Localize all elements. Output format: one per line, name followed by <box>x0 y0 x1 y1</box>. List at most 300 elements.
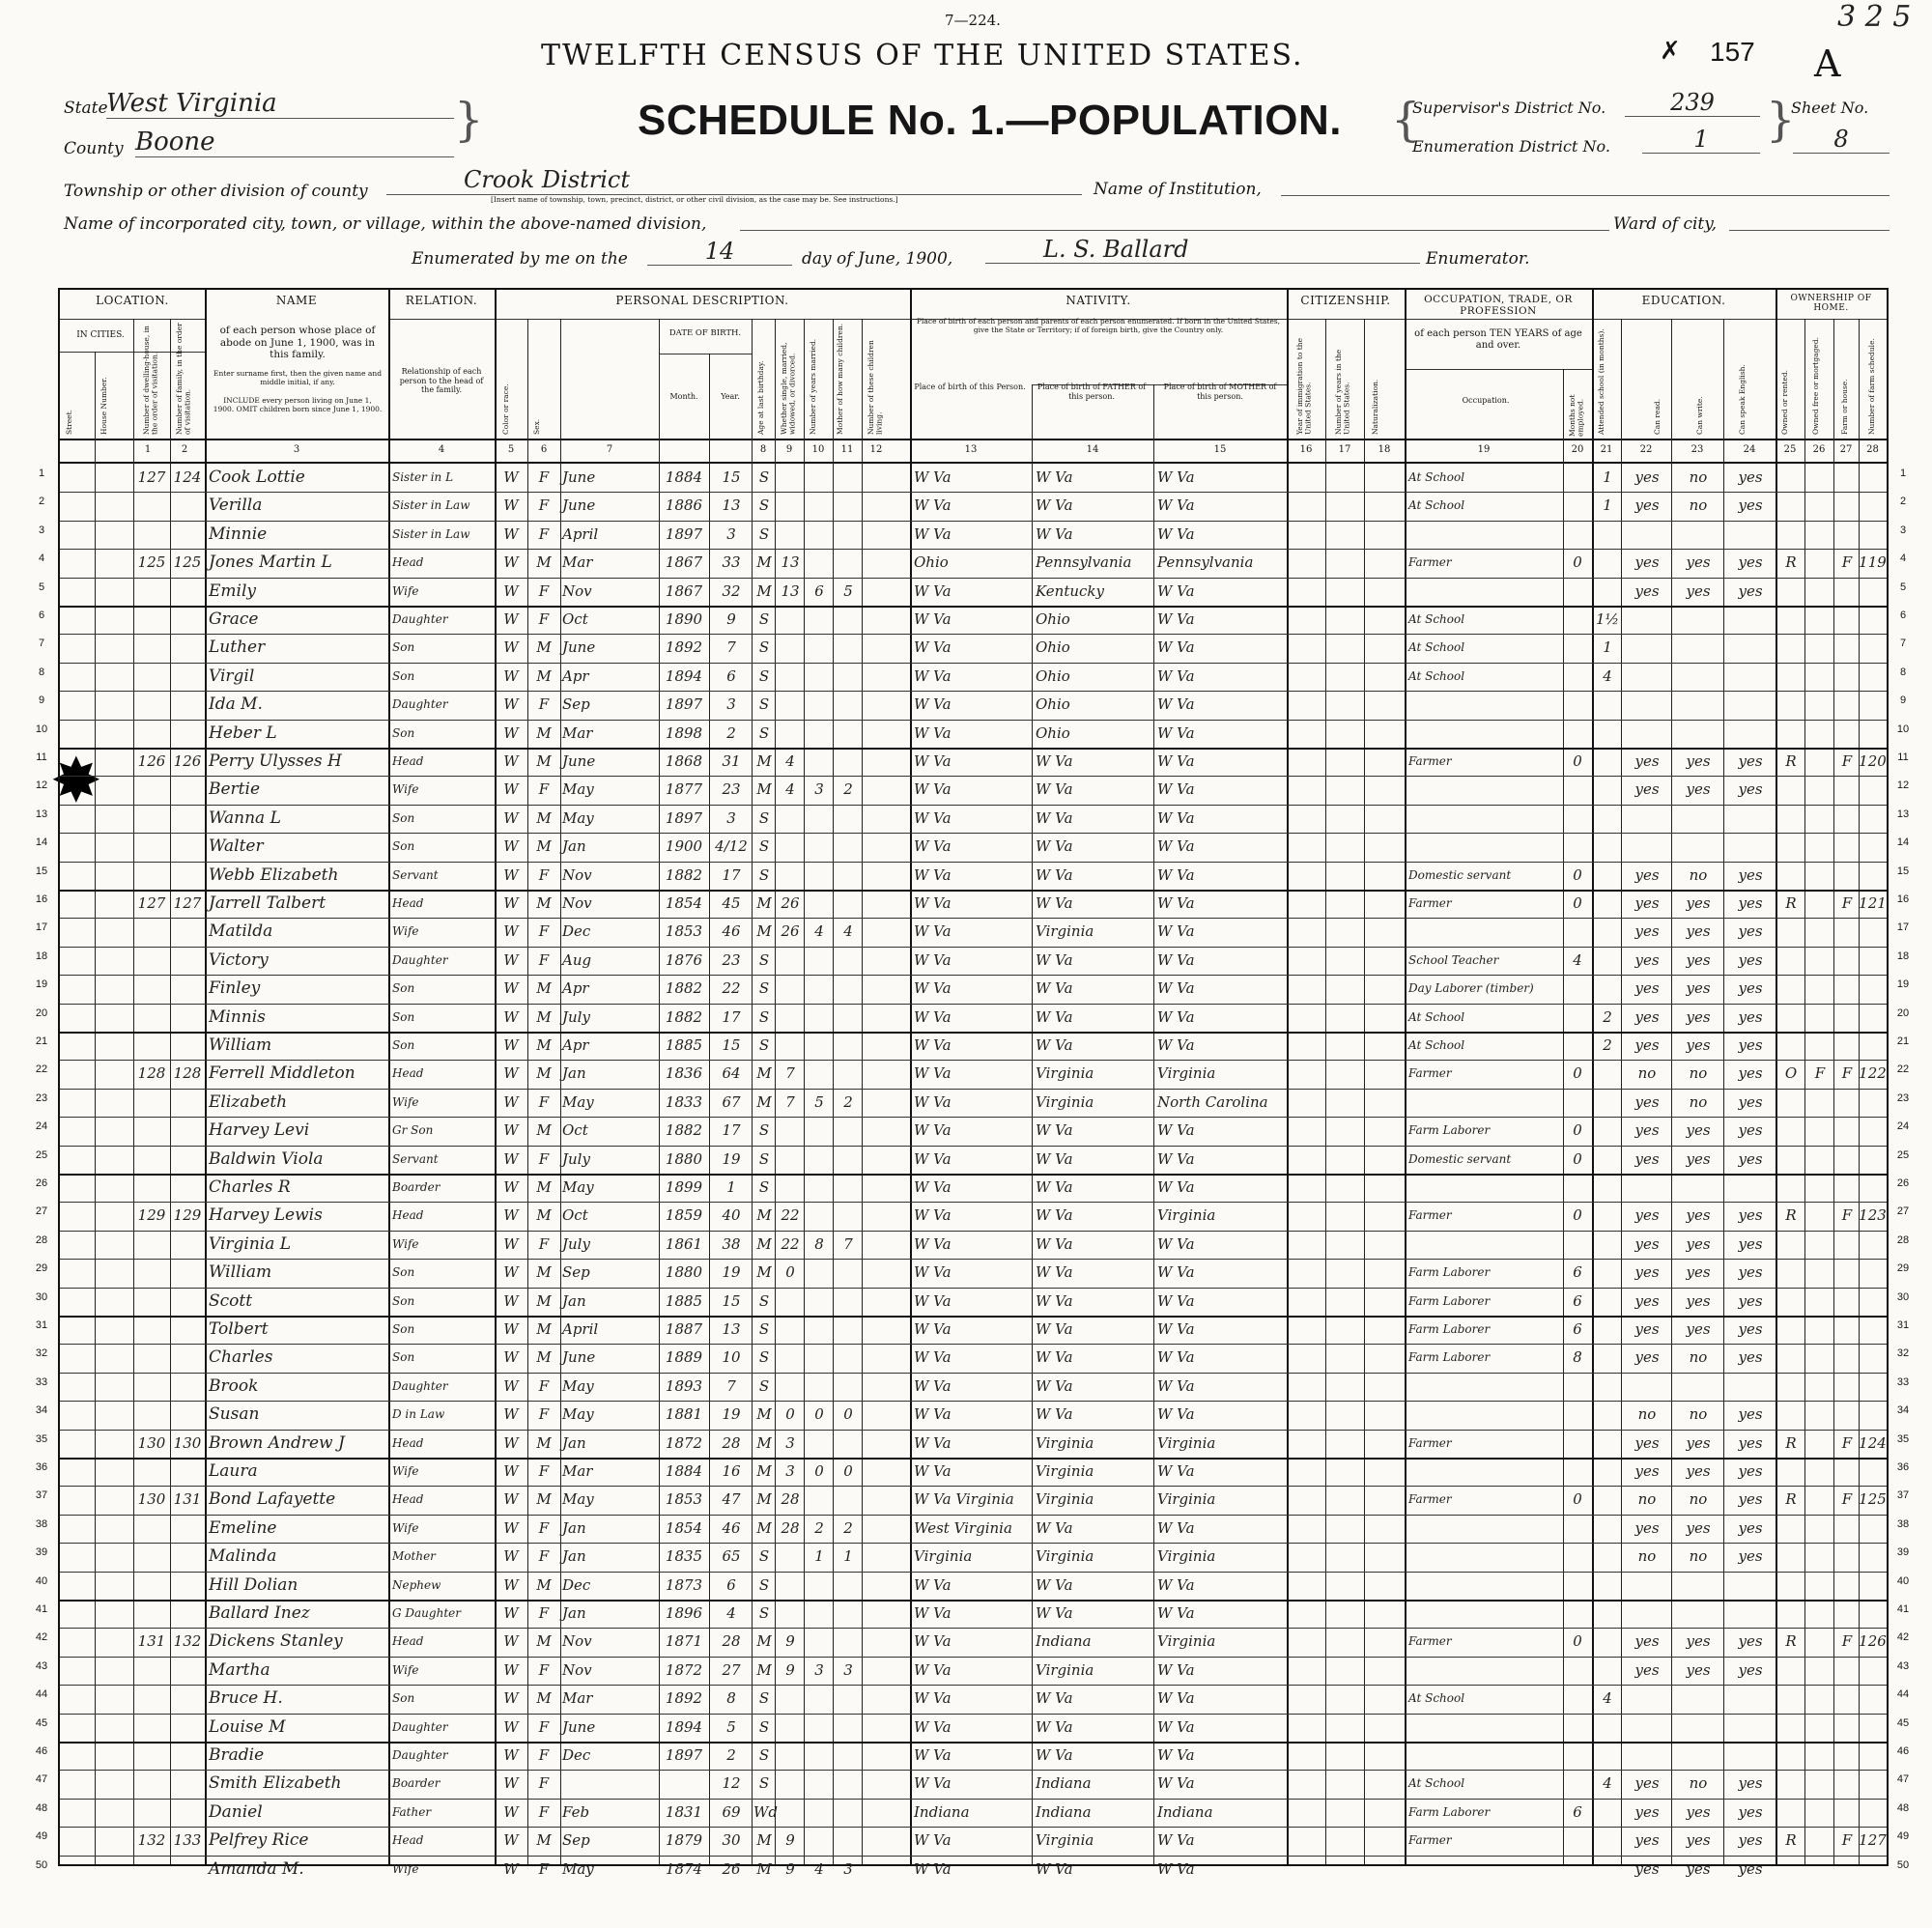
birthplace-cell: W Va <box>914 638 952 657</box>
sex-cell: M <box>536 894 552 912</box>
marital-cell: M <box>756 1263 772 1282</box>
free-mortgaged-cell <box>1806 1146 1833 1174</box>
row-number-right: 33 <box>1896 1375 1910 1388</box>
table-row <box>60 1827 1887 1855</box>
dwelling-number-cell <box>135 1657 168 1685</box>
years-married-cell <box>777 1174 804 1202</box>
color-cell: W <box>503 1859 519 1878</box>
can-write-cell: yes <box>1686 979 1711 998</box>
age-cell: 46 <box>722 922 741 941</box>
table-row <box>60 578 1887 606</box>
name-instruction: Enter surname first, then the given name and middle initial, if any. <box>213 369 383 386</box>
relation-cell: Son <box>392 1009 415 1024</box>
marital-cell: M <box>756 894 772 912</box>
mother-of-cell <box>806 1572 833 1600</box>
age-cell: 19 <box>722 1149 741 1168</box>
occupation-cell <box>1408 1543 1561 1571</box>
months-school-cell: 1 <box>1603 468 1612 486</box>
can-read-cell: yes <box>1634 1234 1660 1253</box>
owned-rented-cell: R <box>1785 894 1797 912</box>
years-married-cell: 9 <box>785 1632 795 1651</box>
farm-schedule-cell <box>1859 805 1887 833</box>
dwelling-number-cell: 128 <box>137 1064 166 1083</box>
person-name-cell: Virgil <box>209 666 255 686</box>
mother-of-cell <box>806 691 833 719</box>
family-number-cell <box>172 1316 203 1344</box>
row-number-right: 23 <box>1896 1092 1910 1104</box>
person-name-cell: Virginia L <box>209 1233 292 1254</box>
can-write-cell <box>1673 1685 1723 1713</box>
row-number-left: 31 <box>35 1319 48 1331</box>
sex-cell: F <box>538 922 550 941</box>
can-read-cell <box>1623 1714 1671 1742</box>
farm-house-cell <box>1835 1714 1859 1742</box>
father-birthplace-cell: W Va <box>1036 1234 1073 1253</box>
occupation-cell: Day Laborer (timber) <box>1408 981 1534 996</box>
birthplace-cell: W Va <box>914 894 952 912</box>
col-num-7: 7 <box>606 444 613 455</box>
occupation-cell: Farm Laborer <box>1408 1350 1491 1365</box>
farm-schedule-cell <box>1859 862 1887 890</box>
family-number-cell <box>172 1146 203 1174</box>
table-row <box>60 805 1887 833</box>
person-name-cell: Brook <box>209 1375 259 1396</box>
institution-label: Name of Institution, <box>1094 180 1262 199</box>
can-speak-cell <box>1725 1742 1776 1770</box>
years-married-cell <box>777 947 804 975</box>
relation-cell: Daughter <box>392 1719 448 1734</box>
farm-schedule-cell <box>1859 1458 1887 1486</box>
age-cell: 13 <box>722 1320 741 1338</box>
can-speak-cell <box>1725 1714 1776 1742</box>
months-school-cell <box>1594 1827 1621 1855</box>
father-birthplace-cell: Ohio <box>1036 610 1070 628</box>
sex-cell: F <box>538 1859 550 1878</box>
person-name-cell: Charles R <box>209 1177 291 1197</box>
person-name-cell: Wanna L <box>209 808 281 828</box>
family-number-cell <box>172 1515 203 1543</box>
marital-cell: M <box>756 1660 772 1679</box>
col-num-21: 21 <box>1600 444 1613 455</box>
children-living-cell: 3 <box>843 1859 853 1878</box>
sex-cell: F <box>538 1802 550 1821</box>
sex-cell: M <box>536 1490 552 1509</box>
relation-cell: Head <box>392 1833 424 1848</box>
sex-cell: F <box>538 581 550 600</box>
township-label: Township or other division of county <box>64 182 368 201</box>
farm-house-cell <box>1835 805 1859 833</box>
color-cell: W <box>503 752 519 770</box>
children-living-cell: 4 <box>843 922 853 941</box>
sex-cell: M <box>536 1036 552 1054</box>
mother-of-cell <box>806 1316 833 1344</box>
marital-cell: S <box>758 1717 770 1736</box>
marital-cell: S <box>758 865 770 884</box>
sex-cell: M <box>536 1632 552 1651</box>
dwelling-number-cell <box>135 1401 168 1429</box>
can-read-cell: yes <box>1634 1831 1660 1850</box>
months-school-cell: 2 <box>1603 1007 1612 1026</box>
owned-rented-cell <box>1777 975 1804 1003</box>
birth-month-cell: April <box>562 525 599 543</box>
free-mortgaged-cell <box>1806 918 1833 946</box>
relation-cell: Son <box>392 810 415 825</box>
family-number-cell <box>172 1344 203 1372</box>
marital-cell: S <box>758 695 770 714</box>
farm-schedule-cell <box>1859 1316 1887 1344</box>
can-write-cell <box>1673 606 1723 634</box>
attended-header: Attended school (in months). <box>1597 328 1605 435</box>
row-number-right: 27 <box>1896 1205 1910 1218</box>
children-living-cell <box>835 1288 862 1316</box>
table-row <box>60 1770 1887 1798</box>
table-row <box>60 890 1887 918</box>
birthplace-cell: W Va <box>914 837 952 856</box>
corner-mark: ✗ <box>1660 37 1681 66</box>
table-row <box>60 521 1887 549</box>
family-number-cell: 127 <box>173 894 202 912</box>
father-birthplace-cell: Ohio <box>1036 666 1070 685</box>
children-living-cell <box>835 833 862 861</box>
can-speak-cell <box>1725 634 1776 662</box>
birth-year-cell: 1877 <box>665 780 703 799</box>
birth-year-cell: 1882 <box>665 979 703 998</box>
house-header: House Number. <box>99 377 108 435</box>
free-mortgaged-cell <box>1806 776 1833 804</box>
can-write-cell: no <box>1689 1348 1708 1367</box>
col-num-25: 25 <box>1783 444 1797 455</box>
mother-of-cell <box>806 663 833 691</box>
age-cell: 2 <box>726 1746 736 1764</box>
farm-schedule-cell <box>1859 1004 1887 1032</box>
farm-schedule-cell: 125 <box>1859 1490 1887 1509</box>
free-mortgaged-cell <box>1806 1316 1833 1344</box>
table-row <box>60 975 1887 1003</box>
mother-birthplace-cell: W Va <box>1157 666 1195 685</box>
children-living-cell <box>835 691 862 719</box>
dwelling-number-cell: 127 <box>137 468 166 486</box>
row-number-left: 40 <box>35 1574 48 1587</box>
mother-of-cell <box>806 1430 833 1458</box>
occupation-cell: Farmer <box>1408 555 1452 570</box>
farm-schedule-cell <box>1859 947 1887 975</box>
can-speak-cell: yes <box>1738 468 1763 486</box>
farm-house-cell <box>1835 464 1859 492</box>
person-name-cell: Brown Andrew J <box>209 1432 345 1453</box>
owned-rented-cell <box>1777 947 1804 975</box>
age-cell: 19 <box>722 1405 741 1424</box>
row-number-right: 41 <box>1896 1603 1910 1615</box>
free-mortgaged-cell <box>1806 1685 1833 1713</box>
birthplace-cell: W Va <box>914 1348 952 1367</box>
children-living-cell <box>835 464 862 492</box>
farm-schedule-cell <box>1859 1572 1887 1600</box>
age-cell: 38 <box>722 1234 741 1253</box>
birth-year-cell: 1859 <box>665 1206 703 1225</box>
years-married-cell: 22 <box>781 1234 800 1253</box>
sex-cell: F <box>538 1746 550 1764</box>
months-school-cell: 4 <box>1603 666 1612 685</box>
mother-of-cell <box>806 606 833 634</box>
can-speak-cell: yes <box>1738 1092 1763 1111</box>
farm-house-cell: F <box>1841 894 1853 912</box>
age-cell: 13 <box>722 496 741 515</box>
children-living-cell <box>835 1714 862 1742</box>
owned-rented-cell <box>1777 1799 1804 1827</box>
row-number-right: 6 <box>1899 610 1907 621</box>
color-cell: W <box>503 1490 519 1509</box>
row-number-left: 26 <box>35 1177 48 1189</box>
owned-rented-cell <box>1777 1373 1804 1401</box>
mother-birthplace-cell: W Va <box>1157 610 1195 628</box>
owned-rented-cell <box>1777 1231 1804 1259</box>
family-number-cell: 133 <box>173 1831 202 1850</box>
col-num-18: 18 <box>1378 444 1391 455</box>
location-group: LOCATION. <box>96 294 169 307</box>
sex-cell: M <box>536 1348 552 1367</box>
owned-rented-cell <box>1777 606 1804 634</box>
farm-schedule-cell <box>1859 464 1887 492</box>
immigration-header: Year of immigration to the United States. <box>1295 337 1313 435</box>
row-number-right: 49 <box>1896 1830 1910 1843</box>
occupation-cell: At School <box>1408 1009 1465 1024</box>
can-write-cell <box>1673 805 1723 833</box>
relation-cell: Servant <box>392 867 439 882</box>
family-number-cell <box>172 1543 203 1571</box>
dwelling-number-cell <box>135 1742 168 1770</box>
farm-schedule-cell <box>1859 720 1887 748</box>
birth-month-cell: Apr <box>562 1036 589 1054</box>
mother-birthplace-cell: W Va <box>1157 1831 1195 1850</box>
birth-month-cell: Dec <box>562 922 591 941</box>
children-living-cell <box>835 1344 862 1372</box>
free-mortgaged-cell: F <box>1814 1064 1826 1083</box>
free-mortgaged-cell <box>1806 1089 1833 1117</box>
row-number-left: 38 <box>35 1517 48 1530</box>
farm-schedule-cell: 120 <box>1859 752 1887 770</box>
sex-cell: F <box>538 496 550 515</box>
months-unemployed-cell <box>1565 634 1590 662</box>
birth-month-cell: May <box>562 1490 594 1509</box>
months-unemployed-cell <box>1565 464 1590 492</box>
occupation-cell: At School <box>1408 612 1465 626</box>
row-number-left: 46 <box>35 1745 48 1757</box>
dwelling-number-cell: 132 <box>137 1831 166 1850</box>
row-number-right: 25 <box>1896 1148 1910 1161</box>
free-mortgaged-cell <box>1806 1827 1833 1855</box>
months-school-cell <box>1594 975 1621 1003</box>
relation-cell: G Daughter <box>392 1606 461 1620</box>
months-unemployed-cell <box>1565 1174 1590 1202</box>
marital-cell: S <box>758 1746 770 1764</box>
mother-of-cell <box>806 720 833 748</box>
birthplace-cell: W Va <box>914 1660 952 1679</box>
birthplace-cell: W Va <box>914 1320 952 1338</box>
occupation-cell <box>1408 833 1561 861</box>
table-row <box>60 1146 1887 1174</box>
relation-cell: Wife <box>392 1094 419 1109</box>
can-write-cell <box>1673 521 1723 549</box>
occupation-cell: Domestic servant <box>1408 867 1512 882</box>
free-mortgaged-cell <box>1806 1714 1833 1742</box>
color-cell: W <box>503 922 519 941</box>
marital-cell: S <box>758 525 770 543</box>
months-unemployed-cell <box>1565 1742 1590 1770</box>
can-read-cell <box>1623 521 1671 549</box>
color-cell: W <box>503 1348 519 1367</box>
free-mortgaged-cell <box>1806 578 1833 606</box>
mother-of-cell <box>806 1770 833 1798</box>
years-married-cell <box>777 634 804 662</box>
dwelling-number-cell: 126 <box>137 752 166 770</box>
can-read-cell: yes <box>1634 1518 1660 1537</box>
marital-cell: S <box>758 1036 770 1054</box>
can-write-cell: yes <box>1686 950 1711 969</box>
father-birthplace-cell: W Va <box>1036 865 1073 884</box>
page-letter: A <box>1814 43 1841 85</box>
relation-cell: Wife <box>392 1236 419 1251</box>
can-write-cell: yes <box>1686 1149 1711 1168</box>
can-speak-cell <box>1725 521 1776 549</box>
family-number-cell <box>172 1714 203 1742</box>
person-name-cell: Cook Lottie <box>209 468 305 487</box>
person-name-cell: Elizabeth <box>209 1092 288 1112</box>
farm-house-cell <box>1835 1685 1859 1713</box>
birth-year-cell: 1879 <box>665 1831 703 1850</box>
mother-birthplace-cell: Virginia <box>1157 1433 1216 1452</box>
farm-schedule-cell <box>1859 1543 1887 1571</box>
birth-year-cell: 1892 <box>665 638 703 657</box>
age-cell: 67 <box>722 1092 741 1111</box>
mother-of-cell: 4 <box>814 1859 824 1878</box>
birth-year-cell: 1900 <box>665 837 703 856</box>
birth-year-cell: 1861 <box>665 1234 703 1253</box>
farm-schedule-cell <box>1859 521 1887 549</box>
months-unemployed-cell: 0 <box>1573 1206 1582 1225</box>
can-write-cell: yes <box>1686 1320 1711 1338</box>
can-read-cell: yes <box>1634 1149 1660 1168</box>
months-school-cell: 4 <box>1603 1689 1612 1708</box>
row-number-right: 40 <box>1896 1574 1910 1587</box>
relation-cell: Head <box>392 1435 424 1450</box>
mother-birthplace-cell: W Va <box>1157 638 1195 657</box>
row-number-left: 25 <box>35 1148 48 1161</box>
can-write-cell: yes <box>1686 1462 1711 1480</box>
marital-cell: M <box>756 1518 772 1537</box>
relation-cell: Servant <box>392 1151 439 1166</box>
birth-year-cell: 1854 <box>665 1518 703 1537</box>
color-cell: W <box>503 1575 519 1594</box>
free-mortgaged-cell <box>1806 1628 1833 1656</box>
father-birthplace-cell: W Va <box>1036 950 1073 969</box>
father-birthplace-cell: W Va <box>1036 837 1073 856</box>
person-name-cell: Walter <box>209 836 264 857</box>
birth-year-cell: 1867 <box>665 581 703 600</box>
row-number-left: 21 <box>35 1035 48 1047</box>
birth-year-cell: 1894 <box>665 1717 703 1736</box>
years-married-cell <box>777 1146 804 1174</box>
mother-birthplace-cell: W Va <box>1157 1291 1195 1310</box>
occupation-cell <box>1408 578 1561 606</box>
months-school-cell <box>1594 578 1621 606</box>
person-name-cell: Baldwin Viola <box>209 1148 324 1169</box>
marital-cell: S <box>758 1348 770 1367</box>
marital-cell: M <box>756 1064 772 1083</box>
person-name-cell: Finley <box>209 978 261 999</box>
mother-of-cell: 1 <box>814 1547 824 1566</box>
enumerator-name: L. S. Ballard <box>985 236 1420 264</box>
person-name-cell: Emeline <box>209 1517 277 1538</box>
months-unemployed-cell <box>1565 1373 1590 1401</box>
row-number-left: 13 <box>35 808 48 820</box>
years-married-cell: 22 <box>781 1206 800 1225</box>
months-unemployed-cell: 6 <box>1573 1320 1582 1338</box>
family-number-cell <box>172 1799 203 1827</box>
can-read-cell: yes <box>1634 496 1660 515</box>
occupation-cell <box>1408 720 1561 748</box>
months-school-cell: 1 <box>1603 638 1612 657</box>
table-row <box>60 1486 1887 1514</box>
person-name-cell: Smith Elizabeth <box>209 1773 342 1794</box>
sex-cell: F <box>538 1234 550 1253</box>
can-write-cell: no <box>1689 1774 1708 1793</box>
farm-schedule-cell <box>1859 1657 1887 1685</box>
person-name-cell: Harvey Levi <box>209 1120 310 1141</box>
can-write-cell: yes <box>1686 1007 1711 1026</box>
dwelling-number-cell: 129 <box>137 1206 166 1225</box>
dwelling-number-cell <box>135 1543 168 1571</box>
mother-birthplace-cell: W Va <box>1157 695 1195 714</box>
row-number-right: 3 <box>1899 524 1907 536</box>
color-cell: W <box>503 1802 519 1821</box>
months-unemployed-cell: 0 <box>1573 865 1582 884</box>
dwelling-number-cell <box>135 521 168 549</box>
color-cell: W <box>503 950 519 969</box>
farm-schedule-cell <box>1859 918 1887 946</box>
sex-cell: F <box>538 1149 550 1168</box>
relation-cell: Son <box>392 981 415 996</box>
can-read-cell: yes <box>1634 1433 1660 1452</box>
table-row <box>60 492 1887 520</box>
can-speak-cell: yes <box>1738 1462 1763 1480</box>
can-speak-cell: yes <box>1738 1632 1763 1651</box>
marital-cell: M <box>756 1490 772 1509</box>
years-married-cell <box>777 464 804 492</box>
marital-cell: S <box>758 468 770 486</box>
relation-cell: Father <box>392 1804 432 1819</box>
children-living-cell: 2 <box>843 1518 853 1537</box>
father-birthplace-cell: W Va <box>1036 894 1073 912</box>
years-married-cell: 13 <box>781 581 800 600</box>
marital-cell: M <box>756 1206 772 1225</box>
color-cell: W <box>503 1234 519 1253</box>
children-living-cell <box>835 1202 862 1230</box>
months-unemployed-cell <box>1565 776 1590 804</box>
mother-birthplace-cell: W Va <box>1157 1149 1195 1168</box>
birthplace-cell: W Va <box>914 1376 952 1395</box>
occupation-cell <box>1408 1742 1561 1770</box>
color-cell: W <box>503 496 519 515</box>
row-number-right: 36 <box>1896 1461 1910 1473</box>
occupation-cell <box>1408 1174 1561 1202</box>
children-living-cell <box>835 492 862 520</box>
children-living-cell <box>835 1600 862 1628</box>
birth-month-cell: Nov <box>562 1632 592 1651</box>
age-cell: 31 <box>722 752 741 770</box>
owned-rented-cell <box>1777 634 1804 662</box>
can-speak-cell: yes <box>1738 1121 1763 1140</box>
owned-rented-cell <box>1777 1600 1804 1628</box>
